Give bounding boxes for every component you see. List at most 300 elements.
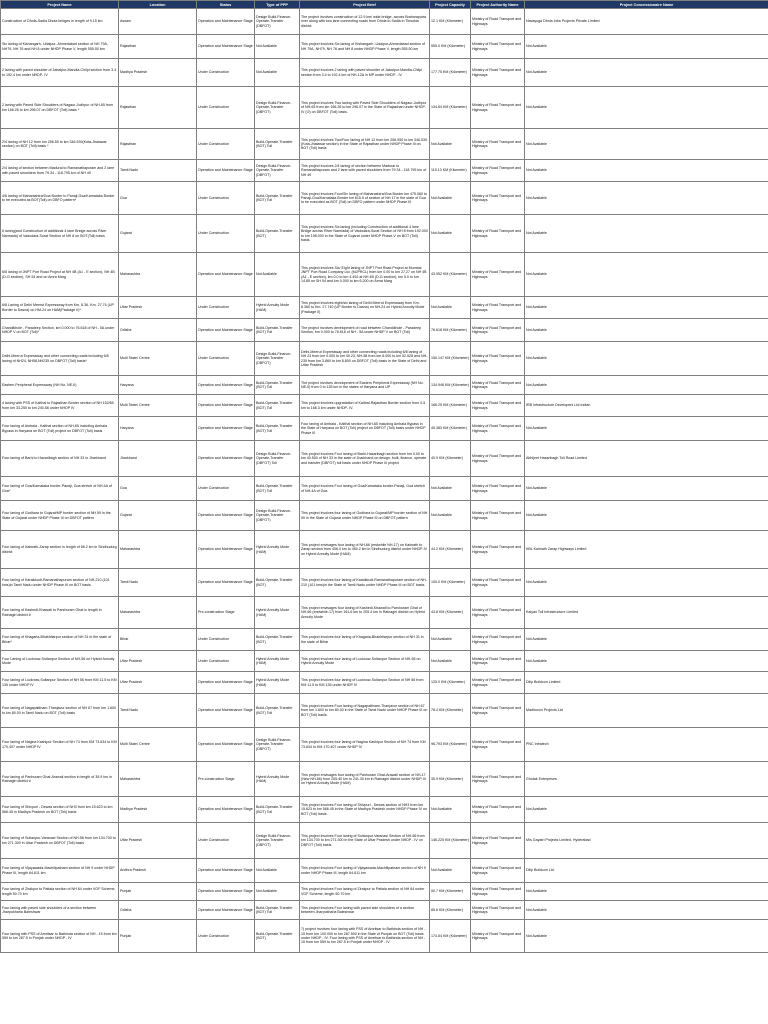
project-name-cell: Four laning of Kalmath-Zarap section in length of 66.2 km in Sindhudurg district [1,531,119,569]
capacity-cell: 45.383 KM (Kilometer) [430,417,471,441]
status-cell: Operation and Maintenance Stage [197,569,255,597]
concessionaire-cell: Not Available [525,797,768,823]
table-row [1,35,768,59]
table-row [1,129,768,160]
header-concessionaire: Project Concessionaire Name [525,1,768,9]
project-brief-cell: The project involves development of Eastern Peripheral Expressway (NH No. NE-II) from 0 to 135 km in the states of Haryana and UP [300,376,430,395]
location-cell: Maharashtra [119,597,197,629]
authority-cell: Ministry of Road Transport and Highways [471,531,525,569]
concessionaire-cell: Not Available [525,629,768,651]
project-name-cell: 4 laning with PSS of Kaithal to Rajasthan Border section of NH 152/65 from km 33.250 to km 240.58 under NHDP IV [1,395,119,417]
concessionaire-cell: Not Available [525,920,768,953]
capacity-cell: 134.64 KM (Kilometer) [430,87,471,129]
table-row [1,797,768,823]
location-cell: Rajasthan [119,35,197,59]
ppp-type-cell: Build-Operate-Transfer (BOT) Toll [255,395,300,417]
project-brief-cell: This project involves four laning of Karaikkudi-Ramanathapuram section of NH-210 (101 kms)in the State of Tamil Nadu under NHDP Phase III on BOT basis. [300,569,430,597]
authority-cell: Ministry of Road Transport and Highways [471,87,525,129]
project-name-cell: Four laning of Zirakpur to Patiala section of NH 64 under VGF Scheme, length 50.70 km [1,883,119,901]
project-name-cell: Four laning of Shivpuri - Dewas section of NH3 from km 15.623 to km 566.45 in Madhya Pradesh on BOT (Toll) basis [1,797,119,823]
project-brief-cell: This project involves Four laning of Vijayawada-Machilipatnam section of NH 9 under NHDP Phase III, length 64.611 km [300,859,430,883]
ppp-type-cell: Build-Operate-Transfer (BOT) Toll [255,376,300,395]
project-name-cell: Eastern Peripheral Expressway (NH No. NE-II) [1,376,119,395]
project-name-cell: Four laning with PSS of Amritsar to Bathinda section of NH - 15 from km 559 to km 287.5 in Punjab under NHDP - IV [1,920,119,953]
status-cell: Operation and Maintenance Stage [197,160,255,182]
project-name-cell: 2 laning with Paved Side Shoulders of Nagaur-Jodhpur of NH-65 from km 166.26 to km 296.07 on DBFOT (Toll) basis * [1,87,119,129]
concessionaire-cell: IRB Infrastructure Developers Ltd-Indian [525,395,768,417]
ppp-type-cell: Not Available [255,59,300,87]
authority-cell: Ministry of Road Transport and Highways [471,441,525,477]
location-cell: Gujarat [119,501,197,531]
location-cell: Odisha [119,319,197,342]
status-cell: Pre-construction Stage [197,762,255,797]
concessionaire-cell: Not Available [525,35,768,59]
project-brief-cell: This project involves Six laning (including Construction of additional 4 lane Bridge across River Narmada) of Vadodara-Surat Section of NH 8 from 192.000 to km 198.000 in the State of Gujarat under NHDP Phase-V on BOT (Toll) basis. [300,215,430,253]
location-cell: Uttar Pradesh [119,672,197,694]
concessionaire-cell: Not Available [525,59,768,87]
capacity-cell: Not Available [430,629,471,651]
header-project-name: Project Name [1,1,119,9]
location-cell: Punjab [119,883,197,901]
project-brief-cell: This project involves Four laning of Sultanpur-Varanasi Section of NH-56 from km 134.700 to km 271.300 in the State of Uttar Pradesh under NHDP - IV on DBFOT (Toll) basis. [300,823,430,859]
status-cell: Operation and Maintenance Stage [197,441,255,477]
capacity-cell: 35.9 KM (Kilometer) [430,762,471,797]
project-brief-cell: This project involves Four laning of Zirakpur to Patiala section of NH 64 under VGF Scheme, length 50.70 km [300,883,430,901]
capacity-cell: 78.4 KM (Kilometer) [430,694,471,728]
ppp-type-cell: Build-Operate-Transfer (BOT) Toll [255,797,300,823]
authority-cell: Ministry of Road Transport and Highways [471,160,525,182]
capacity-cell: 96.793 KM (Kilometer) [430,728,471,762]
capacity-cell: Not Available [430,797,471,823]
capacity-cell: Not Available [430,297,471,319]
table-row [1,629,768,651]
capacity-cell: Not Available [430,651,471,672]
location-cell: Rajasthan [119,129,197,160]
concessionaire-cell: KBL Kalmath Zarap Highways Limited [525,531,768,569]
project-name-cell: 6/8 laning of JNPT Port Road Project at NH 4B (A1 - E section), NH 4B (D-G section), SH 54 and on Amra Marg [1,253,119,297]
status-cell: Operation and Maintenance Stage [197,797,255,823]
status-cell: Under Construction [197,629,255,651]
location-cell: Goa [119,182,197,215]
ppp-type-cell: Build-Operate-Transfer (BOT) [255,215,300,253]
project-name-cell: Four laning of Panhuram Ghat-Arawali section in length of 35.9 km in Ratnagiri district # [1,762,119,797]
header-status: Status [197,1,255,9]
project-name-cell: Four laning of Lucknow-Sultanpur Section of NH 56 from KM 11.5 to KM 135 under NHDP IV [1,672,119,694]
capacity-cell: Not Available [430,215,471,253]
capacity-cell: 40.5 KM (Kilometer) [430,441,471,477]
concessionaire-cell: Madhucon Projects Ltd [525,694,768,728]
project-name-cell: 2 laning with paved shoulder of Jabalpur-Mandla-Chilpi section from 3.4 to 192.4 km under NHDP- IV [1,59,119,87]
table-row [1,182,768,215]
ppp-type-cell: Hybrid Annuity Mode (HAM) [255,297,300,319]
table-row [1,651,768,672]
table-header [1,1,768,9]
authority-cell: Ministry of Road Transport and Highways [471,728,525,762]
location-cell: Multi State/ Centre [119,395,197,417]
table-body [1,9,768,953]
project-name-cell: Four laning of Kashedi-Khawati to Parshuram Ghat in length in Ratnagiri district # [1,597,119,629]
capacity-cell: 44.2 KM (Kilometer) [430,531,471,569]
project-name-cell: Six laning of Kishangarh- Udaipur- Ahmedabad section of NH 79A, NH79, NH 76 and NH 8 under NHDP Phase V, length 555.50 km [1,35,119,59]
ppp-type-cell: Hybrid Annuity Mode (HAM) [255,597,300,629]
ppp-type-cell: Build-Operate-Transfer (BOT) Toll [255,129,300,160]
project-brief-cell: This project involves upgradation of Kaithal-Rajasthan Border section from 0.5 km to 166.3 km under NHDP- IV. [300,395,430,417]
table-row [1,569,768,597]
ppp-type-cell: Design Build-Finance-Operate-Transfer (DBFOT) [255,87,300,129]
ppp-type-cell: Design Build-Finance-Operate-Transfer (DBFOT) [255,160,300,182]
capacity-cell: 125.0 KM (Kilometer) [430,672,471,694]
status-cell: Operation and Maintenance Stage [197,35,255,59]
status-cell: Operation and Maintenance Stage [197,728,255,762]
project-name-cell: Four Laning of Lucknow-Sultanpur Section of NH-56 on Hybrid Annuity Mode [1,651,119,672]
table-row [1,531,768,569]
capacity-cell: 115.13 KM (Kilometer) [430,160,471,182]
project-name-cell: Four laning of Khagaria-Bhakhtiarpur section of NH 31 in the state of Bihar* [1,629,119,651]
capacity-cell: 177.75 KM (Kilometer) [430,59,471,87]
project-brief-cell: Four laning of Ambala - Kaithal section of NH-65 including Ambala Bypass in the State of Haryana on BOT (Toll) project on DBFOT (Toll) basis under NHDP Phase III [300,417,430,441]
ppp-type-cell: Build-Operate-Transfer (BOT) [255,569,300,597]
status-cell: Under Construction [197,182,255,215]
table-row [1,395,768,417]
authority-cell: Ministry of Road Transport and Highways [471,901,525,920]
concessionaire-cell: Not Available [525,215,768,253]
project-brief-cell: This project involves Four/Six laning of Maharashtra/Goa Border km 475.060 to Panaji-Goa/Karnataka Border km 615.5 of section of NH 17 in the state of Goa to be executed as BOT (Toll) on DBFO pattern under NHDP Phase III [300,182,430,215]
ppp-type-cell: Not Available [255,859,300,883]
capacity-cell: 166.25 KM (Kilometer) [430,395,471,417]
capacity-cell: Not Available [430,182,471,215]
concessionaire-cell: Not Available [525,319,768,342]
project-name-cell: Four laning with paved side shoulders of a section between Jharpokharia Baleshwar [1,901,119,920]
ppp-type-cell: Build-Operate-Transfer (BOT) Toll [255,319,300,342]
concessionaire-cell: Not Available [525,160,768,182]
table-row [1,59,768,87]
header-project-brief: Project Brief [300,1,430,9]
ppp-type-cell: Design Build-Finance-Operate-Transfer (DBFOT) [255,728,300,762]
status-cell: Under Construction [197,342,255,376]
ppp-type-cell: Hybrid Annuity Mode (HAM) [255,651,300,672]
table-row [1,901,768,920]
concessionaire-cell: Kalyan Toll Infrastructure Limited [525,597,768,629]
ppp-type-cell: Build-Operate-Transfer (BOT) [255,629,300,651]
project-brief-cell: This project involves Six laning of Kishangarh -Udaipur-Ahmedabad section of NH 79A, NH79, NH 76 and NH 8 under NHDP Phase V, length 555.50 km [300,35,430,59]
table-row [1,883,768,901]
project-name-cell: Chandikhole - Paradeep Section, km 0.000 to 76.618 of NH - 5A under NHDP V on BOT (Toll)* [1,319,119,342]
table-row [1,9,768,35]
ppp-type-cell: Build-Operate-Transfer (BOT) [255,920,300,953]
status-cell: Under Construction [197,129,255,160]
project-name-cell: Four laning of Ambala - Kaithal section of NH-65 including Ambala Bypass in Haryana on BOT (Toll) project on DBFOT (Toll) basis [1,417,119,441]
capacity-cell: 12.1 KM (Kilometer) [430,9,471,35]
location-cell: Maharashtra [119,531,197,569]
concessionaire-cell: Dilip Buildcon Ltd. [525,859,768,883]
table-row [1,160,768,182]
concessionaire-cell: PNC Infratech [525,728,768,762]
status-cell: Operation and Maintenance Stage [197,694,255,728]
status-cell: Under Construction [197,297,255,319]
header-type-of-ppp: Type of PPP [255,1,300,9]
location-cell: Uttar Pradesh [119,823,197,859]
ppp-type-cell: Build-Operate-Transfer (BOT) Toll [255,182,300,215]
authority-cell: Ministry of Road Transport and Highways [471,629,525,651]
location-cell: Madhya Pradesh [119,59,197,87]
authority-cell: Ministry of Road Transport and Highways [471,215,525,253]
table-row [1,376,768,395]
authority-cell: Ministry of Road Transport and Highways [471,823,525,859]
project-brief-cell: This project envisages four laning of NH-66 (erstwhile NH-17) on Kalmath to Zarap section from 406.0 km to 450.2 km in Sindhudurg district under NHDP-IV on Hybrid Annuity Mode (HAM) [300,531,430,569]
location-cell: Haryana [119,417,197,441]
table-row [1,762,768,797]
header-project-capacity: Project Capacity [430,1,471,9]
concessionaire-cell: Not Available [525,253,768,297]
capacity-cell: 150.147 KM (Kilometer) [430,342,471,376]
capacity-cell: 76.618 KM (Kilometer) [430,319,471,342]
capacity-cell: 85.6 KM (Kilometer) [430,901,471,920]
capacity-cell: 100.0 KM (Kilometer) [430,569,471,597]
authority-cell: Ministry of Road Transport and Highways [471,501,525,531]
project-brief-cell: This project involves Four laning of Goa/Karnataka border-Panaji, Goa stretch of NH-4A of Goa [300,477,430,501]
header-row [1,1,768,9]
project-brief-cell: This project involves eight/six laning of Delhi Meerut Expressway from Km. 8.360 to Km. 27.740 (UP Border to Dasna) on NH-24 on Hybrid Annuity Mode (Package II) [300,297,430,319]
location-cell: Andhra Pradesh [119,859,197,883]
concessionaire-cell: Not Available [525,297,768,319]
capacity-cell: 43.8 KM (Kilometer) [430,597,471,629]
project-name-cell: 6/8 Laning of Delhi Meerut Expressway from Km. 8.36- Km. 27.74 (UP Border to Dasna) on HM-24 on HAM(Package II)* [1,297,119,319]
capacity-cell: 43.952 KM (Kilometer) [430,253,471,297]
capacity-cell: 555.0 KM (Kilometer) [430,35,471,59]
project-brief-cell: This project involves four laning of Nagina Kashipur Section of NH 74 from KM 73.634 to KM 170.407 under NHDP IV [300,728,430,762]
table-row [1,694,768,728]
concessionaire-cell: Not Available [525,342,768,376]
status-cell: Operation and Maintenance Stage [197,859,255,883]
project-name-cell: 4/6 laning of Maharashtra/Goa Border to Panaji-Goa/Karnataka Border to be executed as BOT(Toll) on DBFO pattern* [1,182,119,215]
status-cell: Operation and Maintenance Stage [197,417,255,441]
authority-cell: Ministry of Road Transport and Highways [471,569,525,597]
authority-cell: Ministry of Road Transport and Highways [471,651,525,672]
project-brief-cell: This project involves Six/ Eight laning of JNPT Port Road Project at Mumbai JNPT Port Road Company Ltd. (MJPRCL) from km 0.00 to km 27.27 on NH 4B (A1 - E section), km 0.0 to km 4.492 at NH 4B (D-G section), km 5.0 to km 14.85 on SH 54 and km 0.000 to km 6.200 on Amra Marg [300,253,430,297]
capacity-cell: 146.225 KM (Kilometer) [430,823,471,859]
location-cell: Tamil Nadu [119,569,197,597]
ppp-type-cell: Design Build-Finance-Operate-Transfer (DBFOT) [255,342,300,376]
status-cell: Operation and Maintenance Stage [197,672,255,694]
table-row [1,342,768,376]
status-cell: Operation and Maintenance Stage [197,376,255,395]
project-brief-cell: This project envisages four laning of Kashedi-Khawati to Parshuram Ghat of NH-66 (erstwhile-17) from 161.6 km to 205.4 km in Ratnagiri district on Hybrid Annuity Mode [300,597,430,629]
authority-cell: Ministry of Road Transport and Highways [471,319,525,342]
table-row [1,215,768,253]
authority-cell: Ministry of Road Transport and Highways [471,9,525,35]
project-name-cell: Four laning of Sultanpur-Varanasi Section of NH-56 from km 134.700 to km 271.300 in Uttar Pradesh on DBFOT (Toll) basis [1,823,119,859]
project-brief-cell: Delhi-Meerut Expressway and other connecting roads including 6/8 laning of NH 24 from km 0.000 to km 49.23, NH-58 from km 6.000 to km 52.528 and NH-235 from km 3.860 to km 8.800 on DBFOT (Toll) basis in the State of Delhi and Uttar Pradesh [300,342,430,376]
table-row [1,417,768,441]
header-project-authority: Project Authority Name [471,1,525,9]
project-brief-cell: This project involves Four laning of Nagapattinam-Thanjavur section of NH 67 from km 1.600 to km 80.00 in the State of Tamil Nadu under NHDP Phase III on BOT (Toll) basis. [300,694,430,728]
concessionaire-cell: Dilip Buildcon Limited [525,672,768,694]
status-cell: Under Construction [197,651,255,672]
authority-cell: Ministry of Road Transport and Highways [471,35,525,59]
project-name-cell: Four laning of Barhi to Hazaribagh section of NH 33 in Jharkhand [1,441,119,477]
status-cell: Operation and Maintenance Stage [197,901,255,920]
capacity-cell: Not Available [430,501,471,531]
status-cell: Pre-construction Stage [197,597,255,629]
project-brief-cell: This project involves Four laning of Barhi-Hazaribagh section from km 0.00 to km 40.500 of NH 33 in the state of Jharkhand on design, built, finance, operate and transfer (DBFOT) toll basis under NHDP Phase III project [300,441,430,477]
location-cell: Bihar [119,629,197,651]
status-cell: Operation and Maintenance Stage [197,531,255,569]
status-cell: Operation and Maintenance Stage [197,501,255,531]
authority-cell: Ministry of Road Transport and Highways [471,797,525,823]
project-name-cell: Four laning of Karaikkudi-Ramanathapuram section of NH-210 (101 kms)in Tamil Nadu under NHDP Phase III on BOT basis. [1,569,119,597]
ppp-type-cell: Build-Operate-Transfer (BOT) Toll [255,417,300,441]
status-cell: Under Construction [197,59,255,87]
authority-cell: Ministry of Road Transport and Highways [471,694,525,728]
project-name-cell: Four laning of Nagina Kashipur Section of NH 74 from KM 73.634 to KM 170.407 under NHDP IV [1,728,119,762]
status-cell: Operation and Maintenance Stage [197,883,255,901]
authority-cell: Ministry of Road Transport and Highways [471,477,525,501]
status-cell: Operation and Maintenance Stage [197,395,255,417]
location-cell: Tamil Nadu [119,160,197,182]
authority-cell: Ministry of Road Transport and Highways [471,672,525,694]
project-name-cell: Delhi-Meerut Expressway and other connecting roads including 6/8 laning of NH24, NH58,NH235 on DBFOT (Toll) basis* [1,342,119,376]
project-brief-cell: This project involves Two/Four laning of NH 12 from km 256.550 to km 346.539 (Kota-Jhalawar section) in the State of Rajasthan under NHDP Phase III on BOT (Toll) basis [300,129,430,160]
location-cell: Maharashtra [119,253,197,297]
authority-cell: Ministry of Road Transport and Highways [471,597,525,629]
authority-cell: Ministry of Road Transport and Highways [471,182,525,215]
authority-cell: Ministry of Road Transport and Highways [471,297,525,319]
project-name-cell: 2/4 laning of NH 12 from km 256.55 to km 346.539(Kota-Jhalawar section) on BOT (Toll) basis * [1,129,119,160]
project-brief-cell: This project involves four laning of Godhara to Gujarat/MP border section of NH 59 in the State of Gujarat under NHDP Phase III on DBFOT pattern [300,501,430,531]
ppp-type-cell: Not Available [255,253,300,297]
authority-cell: Ministry of Road Transport and Highways [471,129,525,160]
location-cell: Assam [119,9,197,35]
project-brief-cell: The project involves development of road between Chandikhole - Paradeep Section, km 0.000 to 76.618 of NH - 5A under NHDP V on BOT (Toll) [300,319,430,342]
location-cell: Madhya Pradesh [119,797,197,823]
location-cell: Uttar Pradesh [119,651,197,672]
status-cell: Under Construction [197,477,255,501]
project-brief-cell: This project involves Four laning with paved side shoulders of a section between Jharpokharia Baleshwar [300,901,430,920]
table-row [1,920,768,953]
authority-cell: Ministry of Road Transport and Highways [471,395,525,417]
ppp-type-cell: Not Available [255,35,300,59]
table-row [1,728,768,762]
ppp-type-cell: Design Build-Finance-Operate-Transfer (DBFOT) [255,823,300,859]
project-brief-cell: This project involves four laning of Khagaria-Bhakhtiarpur section of NH 31 in the state of Bihar [300,629,430,651]
project-brief-cell: This project involves four laning of Lucknow-Sultanpur Section of NH-56 on Hybrid Annuity Mode [300,651,430,672]
location-cell: Multi State/ Centre [119,728,197,762]
location-cell: Rajasthan [119,87,197,129]
capacity-cell: Not Available [430,859,471,883]
project-brief-cell: 7) project involves four laning with PSS of Amritsar to Bathinda section of NH - 15 from km 100.000 to km 287.500 in the State of Punjab on BOT (Toll) basis under NHDP - IV. Four laning with PSS of Amritsar to Bathinda section of NH - 15 from km 559 to km 287.5 in Punjab under NHDP - IV [300,920,430,953]
ppp-type-cell: Design Build-Finance-Operate-Transfer (DBFOT) [255,501,300,531]
concessionaire-cell: Not Available [525,477,768,501]
project-name-cell: 6 laning(and Construction of additional 4 lane Bridge across River Narmada) of Vadodara-Surat Section of NH 8 on BOT(Toll) basis [1,215,119,253]
table-row [1,297,768,319]
location-cell: Uttar Pradesh [119,297,197,319]
ppp-type-cell: Not Available [255,883,300,901]
status-cell: Operation and Maintenance Stage [197,9,255,35]
project-name-cell: Four laning of Nagapattinam-Thanjavur section of NH 67 from km 1.600 to km 80.00 in Tamil Nadu on BOT (Toll) basis [1,694,119,728]
capacity-cell: Not Available [430,129,471,160]
table-row [1,672,768,694]
table-row [1,823,768,859]
project-name-cell: Four laning of Vijayawada-Machilipatnam section of NH 9 under NHDP Phase III, length 64.611 km [1,859,119,883]
table-row [1,253,768,297]
authority-cell: Ministry of Road Transport and Highways [471,417,525,441]
concessionaire-cell: Not Available [525,417,768,441]
project-brief-cell: This project involves four laning of Lucknow-Sultanpur Section of NH 56 from KM 11.5 to KM 135 under NHDP IV [300,672,430,694]
header-location: Location [119,1,197,9]
project-brief-cell: This project involves 2/4 laning of section between Madurai to Ramanathapuram and 2 lane with paved shoulders from 79.34 - 118.795 km of NH 49 [300,160,430,182]
capacity-cell: 50.7 KM (Kilometer) [430,883,471,901]
authority-cell: Ministry of Road Transport and Highways [471,253,525,297]
location-cell: Jharkhand [119,441,197,477]
authority-cell: Ministry of Road Transport and Highways [471,59,525,87]
table-row [1,501,768,531]
concessionaire-cell: Abhijeet Hazaribagh Toll Road Limited [525,441,768,477]
location-cell: Goa [119,477,197,501]
status-cell: Under Construction [197,920,255,953]
project-name-cell: 2/4 laning of section between Madurai to Ramanathapuram and 2 lane with paved shoulders from 79.34 - 118.795 km of NH 49 [1,160,119,182]
concessionaire-cell: M/s Gayatri Projects Limited, Hyderabad [525,823,768,859]
authority-cell: Ministry of Road Transport and Highways [471,859,525,883]
table-row [1,477,768,501]
capacity-cell: 174.64 KM (Kilometer) [430,920,471,953]
project-brief-cell: This project involves Two laning with Paved Side Shoulders of Nagaur-Jodhpur of NH-65 from km 166.26 to km 296.07 in the State of Rajasthan under NHDP-IV (O) on DBFOT (Toll) basis. [300,87,430,129]
capacity-cell: 134.946 KM (Kilometer) [430,376,471,395]
authority-cell: Ministry of Road Transport and Highways [471,342,525,376]
project-name-cell: Four laning of Godhara to Gujarat/MP border section of NH 59 in the State of Gujarat under NHDP Phase III on DBFOT pattern [1,501,119,531]
table-row [1,441,768,477]
ppp-type-cell: Hybrid Annuity Mode (HAM) [255,762,300,797]
status-cell: Under Construction [197,87,255,129]
project-brief-cell: This project involves Four laning of Shivpuri - Dewas section of NH3 from km 15.623 to km 566.45 in the State of Madhya Pradesh under NHDP Phase IV on BOT (Toll) basis. [300,797,430,823]
concessionaire-cell: Ghotak Enterprises [525,762,768,797]
concessionaire-cell: Navayuga Dhola Infra Projects Private Limited [525,9,768,35]
ppp-type-cell: Hybrid Annuity Mode (HAM) [255,672,300,694]
location-cell: Maharashtra [119,762,197,797]
project-brief-cell: This project involves 2 laning with paved shoulder of Jabalpur-Mandla-Chilpi section from 3.4 to 192.4 km of NH-12A in MP under NHDP - IV [300,59,430,87]
concessionaire-cell: Not Available [525,569,768,597]
ppp-type-cell: Build-Operate-Transfer (BOT) Toll [255,694,300,728]
status-cell: Under Construction [197,823,255,859]
authority-cell: Ministry of Road Transport and Highways [471,762,525,797]
authority-cell: Ministry of Road Transport and Highways [471,920,525,953]
location-cell: Tamil Nadu [119,694,197,728]
ppp-type-cell: Build-Operate-Transfer (BOT) Toll [255,901,300,920]
table-row [1,319,768,342]
concessionaire-cell: Not Available [525,376,768,395]
location-cell: Odisha [119,901,197,920]
authority-cell: Ministry of Road Transport and Highways [471,376,525,395]
status-cell: Operation and Maintenance Stage [197,253,255,297]
status-cell: Operation and Maintenance Stage [197,319,255,342]
location-cell: Multi State/ Centre [119,342,197,376]
project-name-cell: Construction of Dhola-Sadia Dhola bridges in length of 9.15 km [1,9,119,35]
concessionaire-cell: Not Available [525,129,768,160]
concessionaire-cell: Not Available [525,87,768,129]
concessionaire-cell: Not Available [525,182,768,215]
table-row [1,859,768,883]
location-cell: Gujarat [119,215,197,253]
concessionaire-cell: Not Available [525,883,768,901]
location-cell: Punjab [119,920,197,953]
ppp-type-cell: Hybrid Annuity Mode (HAM) [255,531,300,569]
authority-cell: Ministry of Road Transport and Highways [471,883,525,901]
concessionaire-cell: Not Available [525,501,768,531]
table-row [1,87,768,129]
project-brief-cell: This project envisages four laning of Panhuram Ghat-Arawali section of NH-17 (New NH-66) from 205.40 km to 241.30 km in Ratnagiri district under NHDP-IV on Hybrid Annuity Mode (HAM) [300,762,430,797]
concessionaire-cell: Not Available [525,651,768,672]
project-name-cell: Four laning of Goa/Karnataka border-Panaji, Goa stretch of NH-4A of Goa* [1,477,119,501]
ppp-type-cell: Build-Operate-Transfer (BOT) Toll [255,477,300,501]
